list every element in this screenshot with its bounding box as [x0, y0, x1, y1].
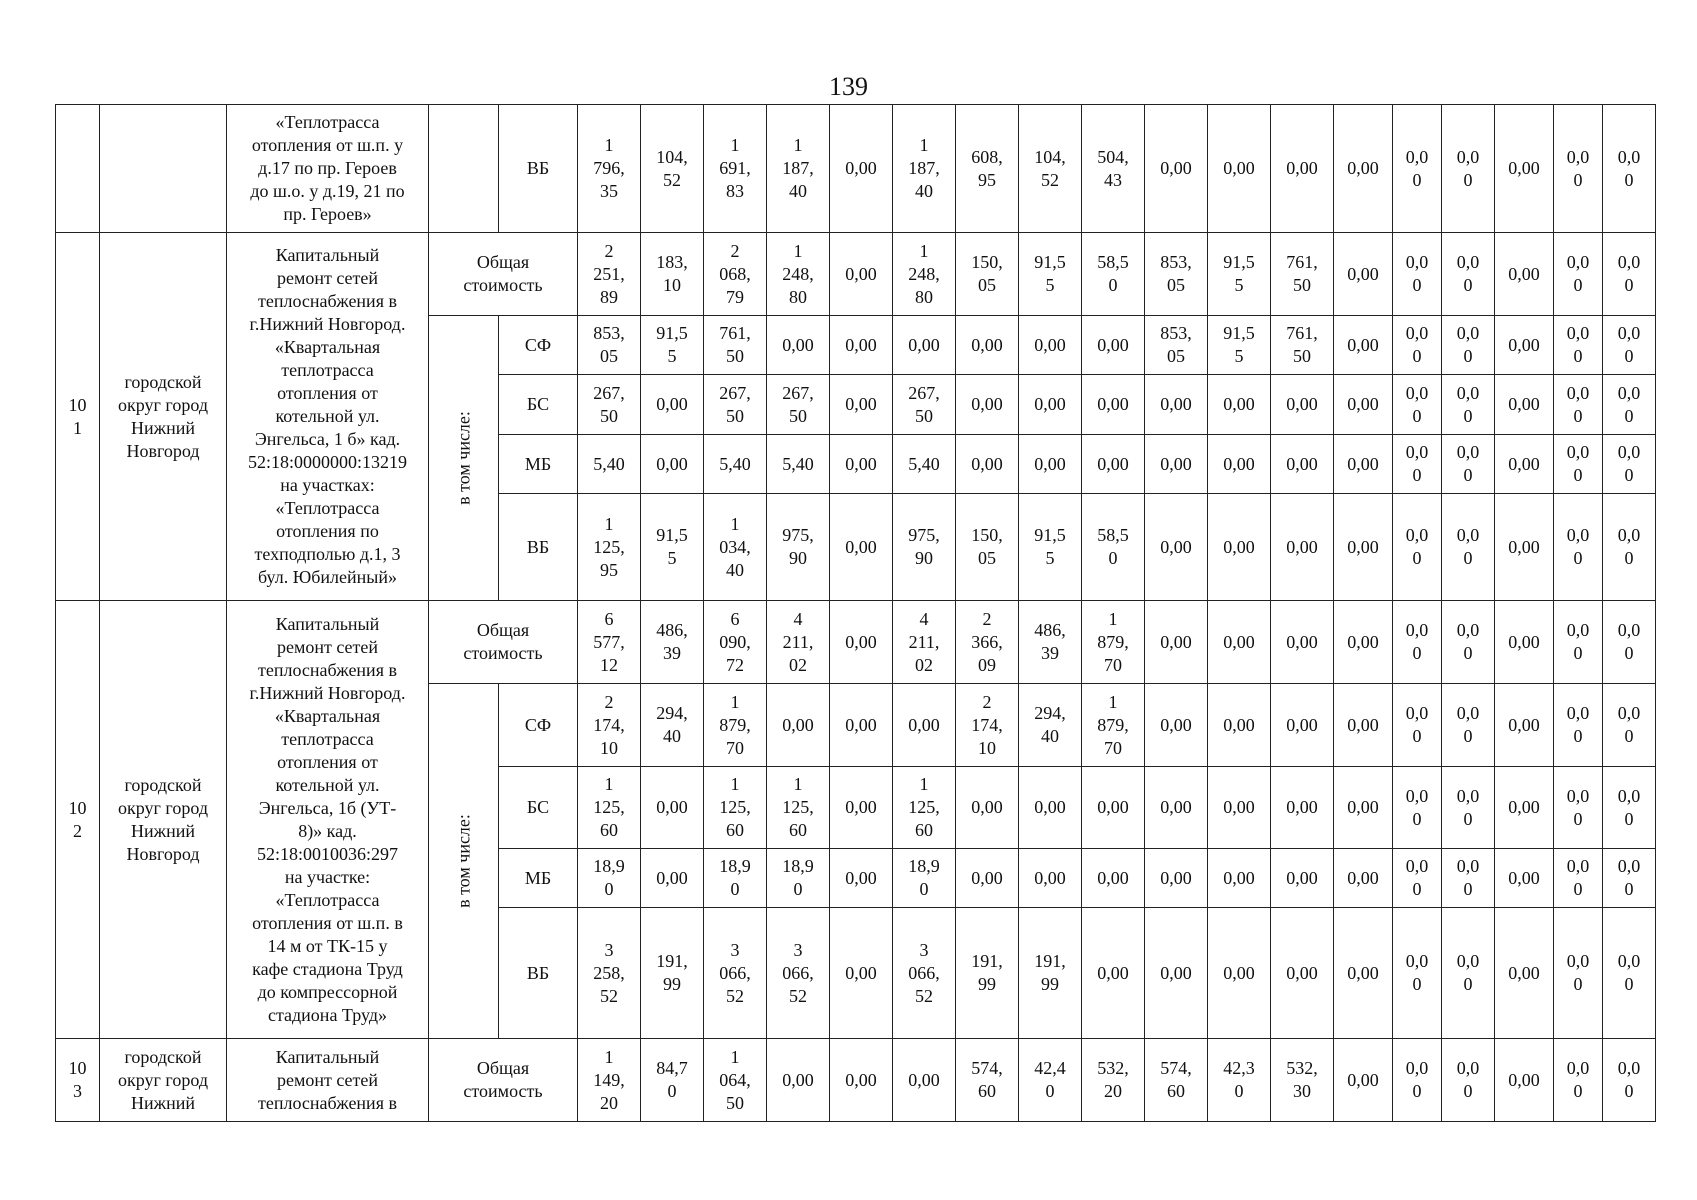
cell-group	[429, 684, 499, 1039]
cell-municipality	[100, 105, 227, 233]
cell-value: 150, 05	[956, 233, 1019, 316]
cell-municipality: городской округ город Нижний Новгород	[100, 233, 227, 601]
cell-value: 0,00	[1208, 767, 1271, 849]
cell-value: 91,5 5	[1208, 233, 1271, 316]
cell-value: 0,00	[1334, 494, 1393, 601]
cell-value: 0,00	[956, 435, 1019, 494]
cell-value: 104, 52	[1019, 105, 1082, 233]
financing-table	[55, 104, 1656, 1122]
cell-value: 0,00	[830, 105, 893, 233]
cell-value: 2 174, 10	[956, 684, 1019, 767]
cell-value: 0,0 0	[1554, 767, 1603, 849]
cell-value: 0,0 0	[1603, 435, 1656, 494]
cell-value: 0,00	[1334, 316, 1393, 375]
cell-value: 0,00	[1145, 375, 1208, 435]
cell-value: 0,00	[1334, 233, 1393, 316]
cell-value: 0,00	[830, 494, 893, 601]
cell-object: Капитальный ремонт сетей теплоснабжения в г.Нижний Новгород. «Квартальная теплотрасса отопления от котельной ул. Энгельса, 1б (УТ- 8)» кад. 52:18:0010036:297 на участке: «Теплотрасса отопления от ш.п. в 14 м от ТК-15 у кафе стадиона Труд до компрессорной стадиона Труд»	[227, 601, 429, 1039]
cell-value: 608, 95	[956, 105, 1019, 233]
cell-value: 0,00	[1082, 316, 1145, 375]
cell-value: 0,00	[1495, 233, 1554, 316]
cell-value: 0,0 0	[1393, 105, 1442, 233]
cell-value: 42,3 0	[1208, 1039, 1271, 1122]
cell-value: 504, 43	[1082, 105, 1145, 233]
cell-value: 58,5 0	[1082, 233, 1145, 316]
cell-value: 975, 90	[893, 494, 956, 601]
cell-value: 1 691, 83	[704, 105, 767, 233]
cell-value: 0,0 0	[1393, 767, 1442, 849]
cell-value: 0,00	[1271, 375, 1334, 435]
cell-value: 0,00	[830, 1039, 893, 1122]
cell-value: 0,00	[1271, 908, 1334, 1039]
cell-value: 0,00	[956, 849, 1019, 908]
cell-source: Общая стоимость	[429, 1039, 578, 1122]
cell-value: 0,00	[1334, 105, 1393, 233]
cell-value: 3 258, 52	[578, 908, 641, 1039]
cell-value: 0,00	[1145, 494, 1208, 601]
cell-value: 2 251, 89	[578, 233, 641, 316]
cell-value: 3 066, 52	[704, 908, 767, 1039]
cell-value: 0,00	[956, 316, 1019, 375]
cell-value: 0,00	[1145, 601, 1208, 684]
cell-value: 1 125, 60	[704, 767, 767, 849]
cell-value: 0,00	[1208, 601, 1271, 684]
cell-value: 0,0 0	[1554, 908, 1603, 1039]
cell-value: 761, 50	[1271, 316, 1334, 375]
table-row	[56, 105, 1656, 233]
cell-value: 0,0 0	[1554, 105, 1603, 233]
cell-value: 0,0 0	[1603, 233, 1656, 316]
cell-value: 0,0 0	[1554, 233, 1603, 316]
cell-value: 18,9 0	[893, 849, 956, 908]
group-label: в том числе:	[453, 814, 473, 908]
cell-value: 0,00	[1208, 375, 1271, 435]
page-number: 139	[829, 72, 868, 101]
cell-value: 5,40	[578, 435, 641, 494]
cell-value: 2 174, 10	[578, 684, 641, 767]
cell-value: 0,0 0	[1442, 601, 1495, 684]
cell-value: 0,0 0	[1393, 601, 1442, 684]
cell-value: 0,00	[830, 908, 893, 1039]
cell-value: 6 577, 12	[578, 601, 641, 684]
cell-value: 0,00	[1495, 908, 1554, 1039]
cell-value: 0,00	[830, 316, 893, 375]
cell-value: 191, 99	[641, 908, 704, 1039]
cell-value: 42,4 0	[1019, 1039, 1082, 1122]
cell-value: 1 064, 50	[704, 1039, 767, 1122]
cell-value: 2 366, 09	[956, 601, 1019, 684]
cell-value: 6 090, 72	[704, 601, 767, 684]
cell-value: 0,00	[1334, 601, 1393, 684]
cell-value: 0,00	[1495, 375, 1554, 435]
cell-value: 0,0 0	[1442, 908, 1495, 1039]
cell-value: 1 187, 40	[767, 105, 830, 233]
cell-value: 267, 50	[578, 375, 641, 435]
cell-value: 84,7 0	[641, 1039, 704, 1122]
cell-value: 0,0 0	[1442, 375, 1495, 435]
cell-value: 294, 40	[641, 684, 704, 767]
cell-value: 761, 50	[1271, 233, 1334, 316]
cell-value: 0,0 0	[1603, 494, 1656, 601]
cell-value: 183, 10	[641, 233, 704, 316]
cell-source: Общая стоимость	[429, 601, 578, 684]
cell-source: МБ	[499, 849, 578, 908]
cell-value: 0,00	[641, 849, 704, 908]
cell-value: 91,5 5	[641, 494, 704, 601]
cell-value: 0,00	[1271, 435, 1334, 494]
cell-value: 1 879, 70	[704, 684, 767, 767]
cell-value: 0,00	[1495, 105, 1554, 233]
cell-value: 267, 50	[704, 375, 767, 435]
cell-source: СФ	[499, 684, 578, 767]
cell-value: 0,00	[830, 684, 893, 767]
cell-value: 0,00	[1334, 435, 1393, 494]
cell-value: 267, 50	[893, 375, 956, 435]
cell-value: 0,00	[1208, 684, 1271, 767]
cell-value: 0,0 0	[1554, 375, 1603, 435]
cell-value: 0,0 0	[1393, 316, 1442, 375]
cell-value: 1 125, 60	[767, 767, 830, 849]
cell-value: 0,00	[1334, 767, 1393, 849]
cell-value: 0,0 0	[1393, 435, 1442, 494]
cell-value: 0,0 0	[1442, 435, 1495, 494]
cell-value: 5,40	[767, 435, 830, 494]
cell-value: 0,00	[830, 849, 893, 908]
cell-object: «Теплотрасса отопления от ш.п. у д.17 по пр. Героев до ш.о. у д.19, 21 по пр. Героев»	[227, 105, 429, 233]
cell-value: 0,0 0	[1554, 1039, 1603, 1122]
cell-value: 1 125, 60	[893, 767, 956, 849]
cell-source: МБ	[499, 435, 578, 494]
cell-source: ВБ	[499, 494, 578, 601]
cell-group	[429, 105, 499, 233]
cell-value: 486, 39	[1019, 601, 1082, 684]
cell-value: 0,00	[1208, 849, 1271, 908]
cell-value: 0,00	[1334, 849, 1393, 908]
cell-value: 0,0 0	[1442, 849, 1495, 908]
cell-value: 0,00	[1334, 684, 1393, 767]
cell-value: 1 796, 35	[578, 105, 641, 233]
cell-value: 0,0 0	[1554, 684, 1603, 767]
cell-value: 1 879, 70	[1082, 684, 1145, 767]
cell-value: 0,00	[1495, 435, 1554, 494]
cell-number: 10 3	[56, 1039, 100, 1122]
cell-value: 0,00	[1019, 849, 1082, 908]
cell-municipality: городской округ город Нижний	[100, 1039, 227, 1122]
cell-value: 0,0 0	[1442, 233, 1495, 316]
cell-value: 0,0 0	[1603, 316, 1656, 375]
cell-source: БС	[499, 767, 578, 849]
table-row	[56, 1039, 1656, 1122]
cell-value: 58,5 0	[1082, 494, 1145, 601]
cell-value: 0,00	[1271, 684, 1334, 767]
cell-value: 0,00	[1271, 849, 1334, 908]
cell-value: 1 248, 80	[767, 233, 830, 316]
cell-value: 574, 60	[1145, 1039, 1208, 1122]
cell-source: Общая стоимость	[429, 233, 578, 316]
cell-value: 191, 99	[956, 908, 1019, 1039]
cell-value: 1 248, 80	[893, 233, 956, 316]
cell-value: 0,0 0	[1442, 494, 1495, 601]
cell-value: 0,00	[1271, 494, 1334, 601]
cell-value: 91,5 5	[1019, 233, 1082, 316]
table-row	[56, 601, 1656, 684]
cell-value: 0,0 0	[1393, 375, 1442, 435]
cell-value: 0,00	[1145, 767, 1208, 849]
cell-value: 0,00	[1208, 105, 1271, 233]
cell-value: 0,00	[1082, 435, 1145, 494]
cell-value: 853, 05	[578, 316, 641, 375]
cell-value: 104, 52	[641, 105, 704, 233]
cell-value: 0,0 0	[1603, 1039, 1656, 1122]
cell-value: 2 068, 79	[704, 233, 767, 316]
cell-value: 0,00	[1145, 105, 1208, 233]
cell-source: БС	[499, 375, 578, 435]
cell-value: 0,0 0	[1393, 684, 1442, 767]
cell-value: 0,0 0	[1554, 601, 1603, 684]
cell-value: 0,0 0	[1442, 767, 1495, 849]
cell-value: 1 034, 40	[704, 494, 767, 601]
cell-value: 0,00	[956, 767, 1019, 849]
cell-value: 853, 05	[1145, 316, 1208, 375]
cell-municipality: городской округ город Нижний Новгород	[100, 601, 227, 1039]
cell-value: 0,00	[1495, 601, 1554, 684]
cell-value: 4 211, 02	[767, 601, 830, 684]
cell-value: 267, 50	[767, 375, 830, 435]
cell-source: СФ	[499, 316, 578, 375]
cell-value: 91,5 5	[1208, 316, 1271, 375]
cell-value: 0,0 0	[1393, 494, 1442, 601]
cell-value: 18,9 0	[767, 849, 830, 908]
cell-value: 0,00	[1145, 849, 1208, 908]
cell-number	[56, 105, 100, 233]
cell-value: 0,00	[830, 767, 893, 849]
cell-value: 294, 40	[1019, 684, 1082, 767]
cell-value: 0,00	[767, 1039, 830, 1122]
cell-value: 0,00	[1334, 375, 1393, 435]
cell-value: 0,0 0	[1554, 494, 1603, 601]
cell-value: 0,00	[1145, 435, 1208, 494]
cell-value: 0,00	[893, 316, 956, 375]
cell-value: 191, 99	[1019, 908, 1082, 1039]
cell-value: 532, 20	[1082, 1039, 1145, 1122]
cell-value: 0,0 0	[1442, 105, 1495, 233]
cell-value: 0,00	[641, 375, 704, 435]
cell-value: 0,00	[1145, 908, 1208, 1039]
cell-value: 0,00	[1495, 1039, 1554, 1122]
cell-value: 0,00	[1145, 684, 1208, 767]
cell-value: 0,00	[1334, 1039, 1393, 1122]
cell-value: 0,00	[1082, 375, 1145, 435]
cell-value: 18,9 0	[704, 849, 767, 908]
cell-value: 0,00	[830, 601, 893, 684]
cell-value: 150, 05	[956, 494, 1019, 601]
cell-value: 486, 39	[641, 601, 704, 684]
cell-value: 0,00	[767, 684, 830, 767]
cell-value: 0,00	[1208, 435, 1271, 494]
cell-value: 91,5 5	[641, 316, 704, 375]
cell-value: 532, 30	[1271, 1039, 1334, 1122]
cell-value: 0,00	[830, 233, 893, 316]
cell-value: 0,00	[1495, 849, 1554, 908]
group-label: в том числе:	[453, 411, 473, 505]
cell-value: 0,00	[893, 684, 956, 767]
cell-value: 0,0 0	[1603, 601, 1656, 684]
cell-object: Капитальный ремонт сетей теплоснабжения в г.Нижний Новгород. «Квартальная теплотрасса отопления от котельной ул. Энгельса, 1 б» кад. 52:18:0000000:13219 на участках: «Теплотрасса отопления по техподполью д.1, 3 бул. Юбилейный»	[227, 233, 429, 601]
cell-value: 3 066, 52	[893, 908, 956, 1039]
cell-value: 3 066, 52	[767, 908, 830, 1039]
cell-source: ВБ	[499, 105, 578, 233]
cell-value: 761, 50	[704, 316, 767, 375]
cell-value: 1 879, 70	[1082, 601, 1145, 684]
cell-value: 0,00	[1082, 908, 1145, 1039]
cell-value: 0,0 0	[1393, 849, 1442, 908]
cell-value: 0,00	[1495, 684, 1554, 767]
cell-value: 0,0 0	[1554, 316, 1603, 375]
cell-value: 0,00	[1208, 494, 1271, 601]
cell-value: 5,40	[893, 435, 956, 494]
cell-value: 91,5 5	[1019, 494, 1082, 601]
cell-value: 0,00	[1271, 601, 1334, 684]
cell-object: Капитальный ремонт сетей теплоснабжения в	[227, 1039, 429, 1122]
cell-value: 0,00	[1495, 494, 1554, 601]
cell-value: 5,40	[704, 435, 767, 494]
cell-value: 0,0 0	[1603, 105, 1656, 233]
cell-value: 0,00	[1271, 767, 1334, 849]
cell-value: 18,9 0	[578, 849, 641, 908]
cell-value: 0,00	[830, 435, 893, 494]
cell-value: 0,00	[1082, 849, 1145, 908]
cell-value: 1 125, 60	[578, 767, 641, 849]
cell-value: 0,0 0	[1393, 908, 1442, 1039]
cell-value: 1 187, 40	[893, 105, 956, 233]
cell-value: 0,0 0	[1442, 684, 1495, 767]
cell-value: 0,00	[1019, 375, 1082, 435]
cell-value: 0,00	[1495, 316, 1554, 375]
cell-value: 0,00	[1334, 908, 1393, 1039]
cell-value: 0,00	[767, 316, 830, 375]
cell-value: 0,0 0	[1554, 849, 1603, 908]
cell-group	[429, 316, 499, 601]
cell-value: 1 125, 95	[578, 494, 641, 601]
cell-value: 0,00	[1208, 908, 1271, 1039]
cell-value: 975, 90	[767, 494, 830, 601]
cell-value: 0,00	[956, 375, 1019, 435]
cell-value: 0,0 0	[1393, 1039, 1442, 1122]
cell-value: 574, 60	[956, 1039, 1019, 1122]
cell-number: 10 2	[56, 601, 100, 1039]
cell-value: 0,0 0	[1603, 375, 1656, 435]
table-row	[56, 233, 1656, 316]
cell-value: 0,00	[1019, 767, 1082, 849]
cell-value: 0,0 0	[1554, 435, 1603, 494]
cell-value: 0,00	[641, 435, 704, 494]
cell-value: 0,0 0	[1393, 233, 1442, 316]
cell-value: 0,00	[1082, 767, 1145, 849]
cell-value: 0,00	[1495, 767, 1554, 849]
cell-value: 853, 05	[1145, 233, 1208, 316]
cell-source: ВБ	[499, 908, 578, 1039]
cell-value: 0,00	[641, 767, 704, 849]
cell-value: 0,00	[830, 375, 893, 435]
cell-value: 0,0 0	[1442, 1039, 1495, 1122]
cell-value: 0,0 0	[1603, 684, 1656, 767]
cell-value: 0,0 0	[1603, 849, 1656, 908]
cell-number: 10 1	[56, 233, 100, 601]
cell-value: 0,0 0	[1442, 316, 1495, 375]
cell-value: 0,00	[1019, 316, 1082, 375]
cell-value: 0,00	[893, 1039, 956, 1122]
cell-value: 0,00	[1271, 105, 1334, 233]
cell-value: 0,0 0	[1603, 767, 1656, 849]
cell-value: 0,0 0	[1603, 908, 1656, 1039]
cell-value: 4 211, 02	[893, 601, 956, 684]
cell-value: 1 149, 20	[578, 1039, 641, 1122]
cell-value: 0,00	[1019, 435, 1082, 494]
